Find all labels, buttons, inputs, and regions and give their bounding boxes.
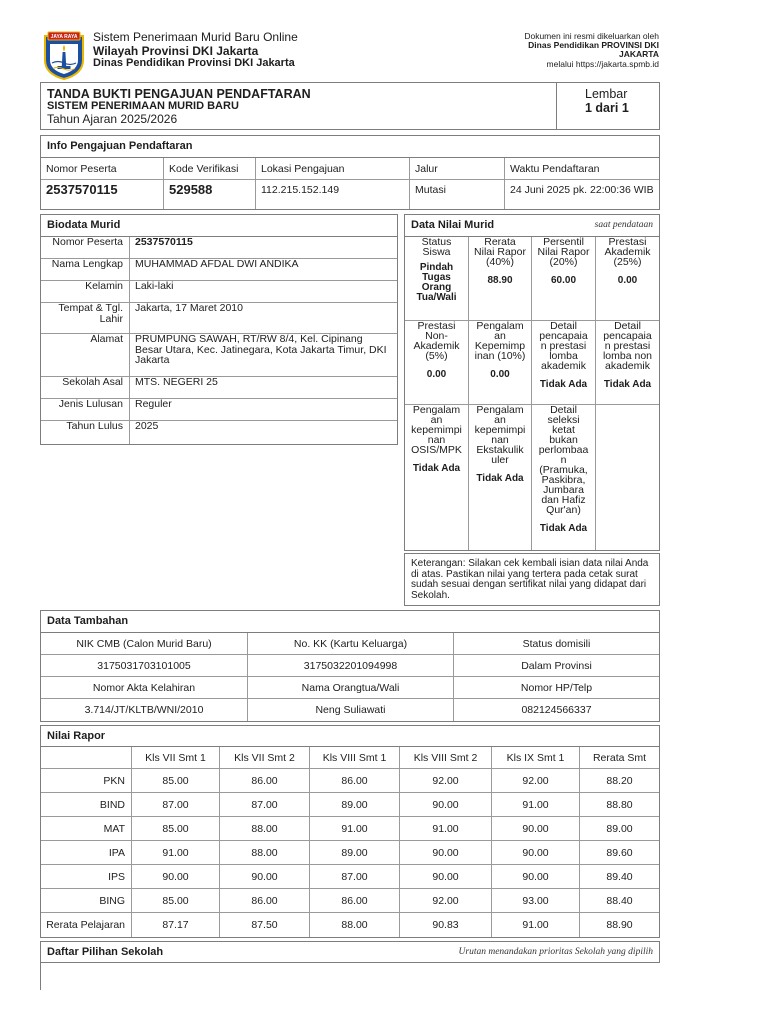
biodata-kelamin: Laki-laki [130, 281, 397, 303]
biodata-tempat-tgl-lahir: Jakarta, 17 Maret 2010 [130, 303, 397, 334]
biodata-heading: Biodata Murid [41, 215, 397, 237]
rapor-score: 88.00 [220, 841, 310, 865]
data-nilai-row [405, 237, 659, 321]
data-nilai-header [405, 215, 659, 237]
biodata-row [41, 237, 397, 259]
rapor-subject: PKN [41, 769, 132, 793]
rapor-score: 87.00 [310, 865, 400, 889]
rapor-score: 90.00 [492, 865, 580, 889]
rapor-score: 92.00 [400, 769, 492, 793]
tambahan-value-row [41, 655, 659, 677]
rapor-score: 87.50 [220, 913, 310, 937]
no-kk-label: No. KK (Kartu Keluarga) [248, 633, 454, 655]
nilai-value: Tidak Ada [476, 473, 524, 484]
nilai-value: 0.00 [617, 275, 638, 286]
data-nilai-row [405, 405, 659, 550]
rapor-subject: IPS [41, 865, 132, 889]
data-tambahan-heading: Data Tambahan [41, 611, 659, 633]
nomor-peserta-value: 2537570115 [41, 180, 164, 209]
data-nilai-heading: Data Nilai Murid [411, 219, 495, 231]
nilai-cell [469, 237, 532, 321]
tambahan-label-row [41, 677, 659, 699]
agency-name: Dinas Pendidikan Provinsi DKI Jakarta [93, 57, 295, 69]
issuer-line-1: Dinas Pendidikan PROVINSI DKI [528, 40, 659, 50]
biodata-label: Jenis Lulusan [41, 399, 130, 421]
biodata-alamat: PRUMPUNG SAWAH, RT/RW 8/4, Kel. Cipinang Besar Utara, Kec. Jatinegara, Kota Jakarta Timur, DKI Jakarta [130, 334, 397, 377]
nilai-value: Tidak Ada [603, 379, 652, 390]
rapor-subject: BING [41, 889, 132, 913]
nilai-value: 60.00 [550, 275, 577, 286]
nomor-hp-value: 082124566337 [521, 704, 592, 716]
rapor-score: 91.00 [492, 793, 580, 817]
pilihan-sekolah-note: Urutan menandakan prioritas Sekolah yang dipilih [458, 947, 653, 957]
lokasi-pengajuan-label: Lokasi Pengajuan [256, 158, 410, 180]
rapor-score: 89.00 [580, 817, 659, 841]
rapor-score: 85.00 [132, 889, 220, 913]
document-subtitle: SISTEM PENERIMAAN MURID BARU [47, 100, 239, 112]
nama-orangtua-value: Neng Suliawati [248, 699, 454, 721]
nomor-peserta-label: Nomor Peserta [41, 158, 164, 180]
rapor-score: 88.90 [606, 919, 633, 931]
biodata-row [41, 377, 397, 399]
rapor-score: 85.00 [132, 769, 220, 793]
tambahan-label-row [41, 633, 659, 655]
issuer-url: melalui https://jakarta.spmb.id [546, 59, 659, 69]
biodata-label: Tahun Lulus [41, 421, 130, 444]
biodata-label: Kelamin [41, 281, 130, 303]
nilai-label: Prestasi Non-Akademik (5%) [413, 320, 460, 362]
biodata-section [40, 214, 398, 445]
keterangan-note: Keterangan: Silakan cek kembali isian data nilai Anda di atas. Pastikan nilai yang tertera pada cetak surat sudah sesuai dengan sertifikat nilai yang didapat dari Sekolah. [404, 553, 660, 606]
nomor-hp-label: Nomor HP/Telp [454, 677, 659, 699]
tambahan-value-row [41, 699, 659, 721]
jakarta-crest-logo [42, 30, 86, 80]
rapor-corner-cell [41, 747, 132, 769]
biodata-label: Sekolah Asal [41, 377, 130, 399]
rapor-score: 86.00 [220, 889, 310, 913]
rapor-table-body [41, 747, 659, 937]
rapor-score: 87.00 [132, 793, 220, 817]
jalur-value: Mutasi [410, 180, 505, 209]
biodata-row [41, 281, 397, 303]
kode-verifikasi-value: 529588 [164, 180, 256, 209]
issuer-note: Dokumen ini resmi dikeluarkan oleh [524, 31, 659, 41]
rapor-score: 86.00 [220, 769, 310, 793]
rapor-subject: MAT [41, 817, 132, 841]
nilai-label: Persentil Nilai Rapor (20%) [537, 236, 590, 268]
biodata-row [41, 334, 397, 377]
nilai-cell [405, 405, 469, 550]
nik-label: NIK CMB (Calon Murid Baru) [41, 633, 248, 655]
biodata-sekolah-asal: MTS. NEGERI 25 [130, 377, 397, 399]
rapor-score: 90.00 [220, 865, 310, 889]
akta-kelahiran-value: 3.714/JT/KLTB/WNI/2010 [41, 699, 248, 721]
waktu-pendaftaran-value: 24 Juni 2025 pk. 22:00:36 WIB [510, 184, 654, 196]
nilai-cell-empty [596, 405, 659, 550]
akta-kelahiran-label: Nomor Akta Kelahiran [41, 677, 248, 699]
rapor-header-row [41, 747, 659, 769]
biodata-nama-lengkap: MUHAMMAD AFDAL DWI ANDIKA [130, 259, 397, 281]
nilai-rapor-heading: Nilai Rapor [41, 726, 659, 747]
status-domisili-value: Dalam Provinsi [454, 655, 659, 677]
info-value-row [41, 180, 659, 209]
rapor-score: 91.00 [492, 913, 580, 937]
biodata-label: Nomor Peserta [41, 237, 130, 259]
rapor-score: 85.00 [132, 817, 220, 841]
rapor-score: 92.00 [492, 769, 580, 793]
rapor-column-header: Kls VII Smt 2 [220, 747, 310, 769]
jalur-label: Jalur [410, 158, 505, 180]
rapor-row [41, 913, 659, 937]
nilai-cell [596, 321, 659, 405]
rapor-column-header: Kls VIII Smt 2 [400, 747, 492, 769]
rapor-score: 88.40 [580, 889, 659, 913]
nilai-cell [469, 321, 532, 405]
biodata-label: Alamat [41, 334, 130, 377]
nilai-value: Tidak Ada [412, 463, 461, 474]
nilai-label: Prestasi Akademik (25%) [604, 236, 651, 268]
rapor-row [41, 793, 659, 817]
lokasi-pengajuan-value: 112.215.152.149 [256, 180, 410, 209]
rapor-subject: BIND [41, 793, 132, 817]
waktu-pendaftaran-label: Waktu Pendaftaran [505, 158, 659, 180]
pilihan-sekolah-heading: Daftar Pilihan Sekolah [47, 946, 164, 958]
data-nilai-note: saat pendataan [594, 220, 653, 230]
nilai-label: Detail pencapaian prestasi lomba non akademik [602, 320, 653, 372]
pilihan-sekolah-header [41, 942, 659, 962]
nilai-cell [405, 321, 469, 405]
rapor-column-header: Rerata Smt [580, 747, 659, 769]
biodata-row [41, 259, 397, 281]
academic-year: Tahun Ajaran 2025/2026 [47, 112, 178, 126]
rapor-score: 88.20 [580, 769, 659, 793]
nilai-value: Tidak Ada [539, 523, 588, 534]
rapor-score: 93.00 [492, 889, 580, 913]
no-kk-value: 3175032201094998 [248, 655, 454, 677]
rapor-subject: Rerata Pelajaran [41, 913, 132, 937]
rapor-score: 86.00 [310, 889, 400, 913]
info-pengajuan-table [41, 158, 659, 209]
nilai-label: Detail seleksi ketat bukan perlombaan (Pramuka, Paskibra, Jumbara dan Hafiz Qur'an) [538, 404, 589, 516]
status-domisili-label: Status domisili [454, 633, 659, 655]
rapor-row [41, 865, 659, 889]
nilai-rapor-section [40, 725, 660, 938]
nilai-label: Pengalaman Kepemimpinan (10%) [474, 320, 526, 362]
rapor-score: 91.00 [310, 817, 400, 841]
rapor-column-header: Kls VII Smt 1 [132, 747, 220, 769]
biodata-row [41, 421, 397, 444]
nilai-label: Pengalaman kepemimpinan Ekstakulikuler [474, 404, 526, 466]
document-title: TANDA BUKTI PENGAJUAN PENDAFTARAN [47, 87, 311, 101]
biodata-jenis-lulusan: Reguler [130, 399, 397, 421]
rapor-subject: IPA [41, 841, 132, 865]
pilihan-sekolah-section [40, 941, 660, 963]
biodata-table [41, 237, 397, 444]
nik-value: 3175031703101005 [41, 655, 248, 677]
nilai-value: 0.00 [490, 369, 510, 380]
sheet-number: 1 dari 1 [585, 101, 629, 115]
info-pengajuan-section [40, 135, 660, 210]
nilai-value: Tidak Ada [539, 379, 588, 390]
info-pengajuan-heading: Info Pengajuan Pendaftaran [41, 136, 659, 158]
jakarta-crest-icon [42, 30, 86, 80]
rapor-score: 89.00 [310, 841, 400, 865]
system-name: Sistem Penerimaan Murid Baru Online [93, 30, 298, 44]
biodata-tahun-lulus: 2025 [135, 420, 159, 432]
data-tambahan-table [41, 633, 659, 721]
rapor-score: 91.00 [132, 841, 220, 865]
nilai-cell [532, 321, 596, 405]
rapor-score: 87.17 [132, 913, 220, 937]
rapor-score: 88.00 [310, 913, 400, 937]
rapor-score: 90.00 [400, 793, 492, 817]
pilihan-sekolah-left-border [40, 962, 41, 990]
biodata-row [41, 303, 397, 334]
rapor-row [41, 841, 659, 865]
nilai-label: Status Siswa [421, 236, 452, 258]
region-name: Wilayah Provinsi DKI Jakarta [93, 44, 259, 58]
rapor-column-header: Kls VIII Smt 1 [310, 747, 400, 769]
nilai-cell [469, 405, 532, 550]
rapor-column-header: Kls IX Smt 1 [492, 747, 580, 769]
biodata-row [41, 399, 397, 421]
nilai-rapor-table [41, 747, 659, 937]
data-nilai-row [405, 321, 659, 405]
rapor-score: 91.00 [400, 817, 492, 841]
rapor-score: 90.00 [492, 841, 580, 865]
nama-orangtua-label: Nama Orangtua/Wali [248, 677, 454, 699]
nilai-value: 0.00 [426, 369, 447, 380]
kode-verifikasi-label: Kode Verifikasi [164, 158, 256, 180]
nilai-label: Pengalaman kepemimpinan OSIS/MPK [411, 404, 462, 456]
rapor-score: 88.80 [580, 793, 659, 817]
nilai-cell [532, 237, 596, 321]
data-nilai-table [405, 237, 659, 550]
nilai-value: Pindah Tugas Orang Tua/Wali [416, 262, 457, 303]
rapor-score: 89.60 [580, 841, 659, 865]
rapor-score: 90.00 [132, 865, 220, 889]
issuer-line-2: JAKARTA [619, 49, 659, 59]
title-box [40, 82, 660, 130]
data-tambahan-section [40, 610, 660, 722]
rapor-score: 90.00 [400, 865, 492, 889]
rapor-score: 88.00 [220, 817, 310, 841]
nilai-label: Detail pencapaian prestasi lomba akademik [539, 320, 588, 372]
svg-text:JAYA RAYA: JAYA RAYA [50, 34, 78, 40]
nilai-cell [596, 237, 659, 321]
rapor-score: 87.00 [220, 793, 310, 817]
nilai-label: Rerata Nilai Rapor (40%) [474, 236, 526, 268]
rapor-score: 86.00 [310, 769, 400, 793]
rapor-score: 90.83 [400, 913, 492, 937]
rapor-row [41, 817, 659, 841]
nilai-value: 88.90 [487, 275, 513, 286]
info-header-row [41, 158, 659, 180]
rapor-score: 89.00 [310, 793, 400, 817]
rapor-score: 89.40 [580, 865, 659, 889]
rapor-score: 90.00 [400, 841, 492, 865]
sheet-label: Lembar [585, 87, 628, 101]
rapor-row [41, 889, 659, 913]
title-divider [556, 83, 557, 129]
nilai-cell [405, 237, 469, 321]
rapor-score: 90.00 [492, 817, 580, 841]
biodata-label: Tempat & Tgl. Lahir [41, 303, 130, 334]
rapor-row [41, 769, 659, 793]
rapor-score: 92.00 [400, 889, 492, 913]
biodata-label: Nama Lengkap [41, 259, 130, 281]
biodata-nomor-peserta: 2537570115 [130, 237, 397, 259]
data-nilai-section [404, 214, 660, 551]
nilai-cell [532, 405, 596, 550]
